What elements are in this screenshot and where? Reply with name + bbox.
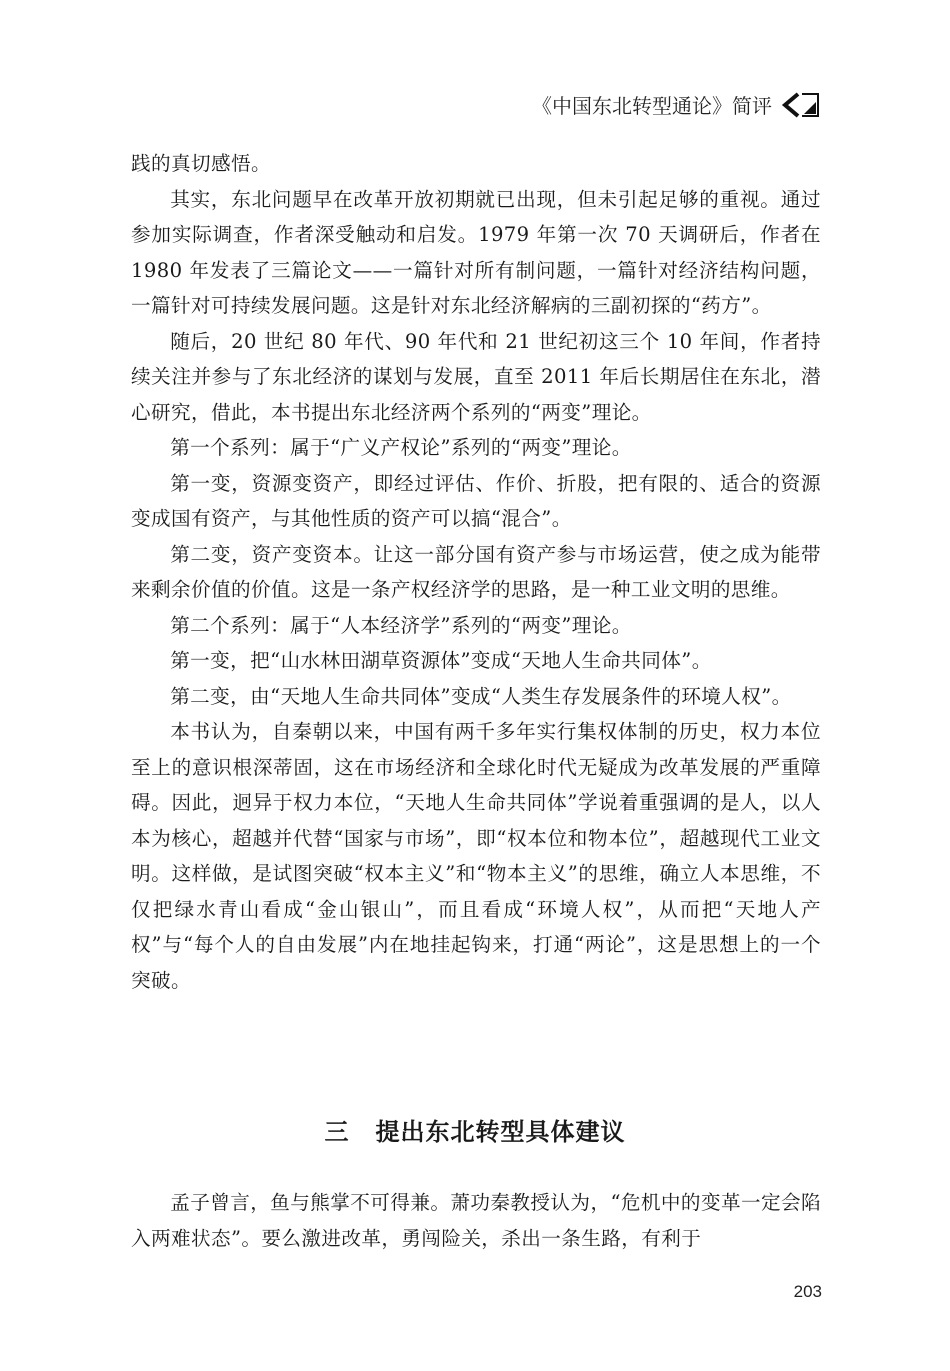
section-number: 三 — [324, 1118, 350, 1146]
section-title: 提出东北转型具体建议 — [375, 1118, 626, 1146]
paragraph: 第一变，把“山水林田湖草资源体”变成“天地人生命共同体”。 — [170, 649, 712, 672]
paragraph-continuation: 践的真切感悟。 — [131, 152, 271, 175]
running-header-title: 《中国东北转型通论》简评 — [532, 94, 772, 118]
paragraph: 随后，20 世纪 80 年代、90 年代和 21 世纪初这三个 10 年间，作者持续关注并参与了东北经济的谋划与发展，直至 2011 年后长期居住在东北，潜心研究，借此，本书提出东北经济两个系列的“两变”理论。 — [131, 329, 821, 424]
paragraph: 本书认为，自秦朝以来，中国有两千多年实行集权体制的历史，权力本位至上的意识根深蒂固，这在市场经济和全球化时代无疑成为改革发展的严重障碍。因此，迥异于权力本位，“天地人生命共同体”学说着重强调的是人，以人本为核心，超越并代替“国家与市场”，即“权本位和物本位”，超越现代工业文明。这样做，是试图突破“权本主义”和“物本主义”的思维，确立人本思维，不仅把绿水青山看成“金山银山”，而且看成“环境人权”，从而把“天地人产权”与“每个人的自由发展”内在地挂起钩来，打通“两论”，这是思想上的一个突破。 — [131, 720, 821, 992]
paragraph: 第二变，由“天地人生命共同体”变成“人类生存发展条件的环境人权”。 — [170, 684, 792, 708]
paragraph: 第一变，资源变资产，即经过评估、作价、折股，把有限的、适合的资源变成国有资产，与其他性质的资产可以搞“混合”。 — [131, 471, 821, 530]
section-paragraph: 孟子曾言，鱼与熊掌不可得兼。萧功秦教授认为，“危机中的变革一定会陷入两难状态”。要么激进改革，勇闯险关，杀出一条生路，有利于 — [131, 1191, 821, 1250]
paragraph: 其实，东北问题早在改革开放初期就已出现，但未引起足够的重视。通过参加实际调查，作者深受触动和启发。1979 年第一次 70 天调研后，作者在 1980 年发表了三篇论文——一篇针对所有制问题，一篇针对经济结构问题，一篇针对可持续发展问题。这是针对东北经济解病的三副初探的“药方”。 — [131, 187, 821, 317]
page-number: 203 — [793, 1282, 822, 1301]
paragraph: 第二变，资产变资本。让这一部分国有资产参与市场运营，使之成为能带来剩余价值的价值。这是一条产权经济学的思路，是一种工业文明的思维。 — [131, 542, 821, 601]
section-heading — [0, 1112, 950, 1147]
corner-arrow-mark-icon — [780, 92, 822, 118]
running-header — [532, 90, 822, 119]
body-text — [131, 146, 821, 998]
paragraph: 第二个系列：属于“人本经济学”系列的“两变”理论。 — [170, 613, 632, 637]
paragraph: 第一个系列：属于“广义产权论”系列的“两变”理论。 — [170, 436, 632, 459]
